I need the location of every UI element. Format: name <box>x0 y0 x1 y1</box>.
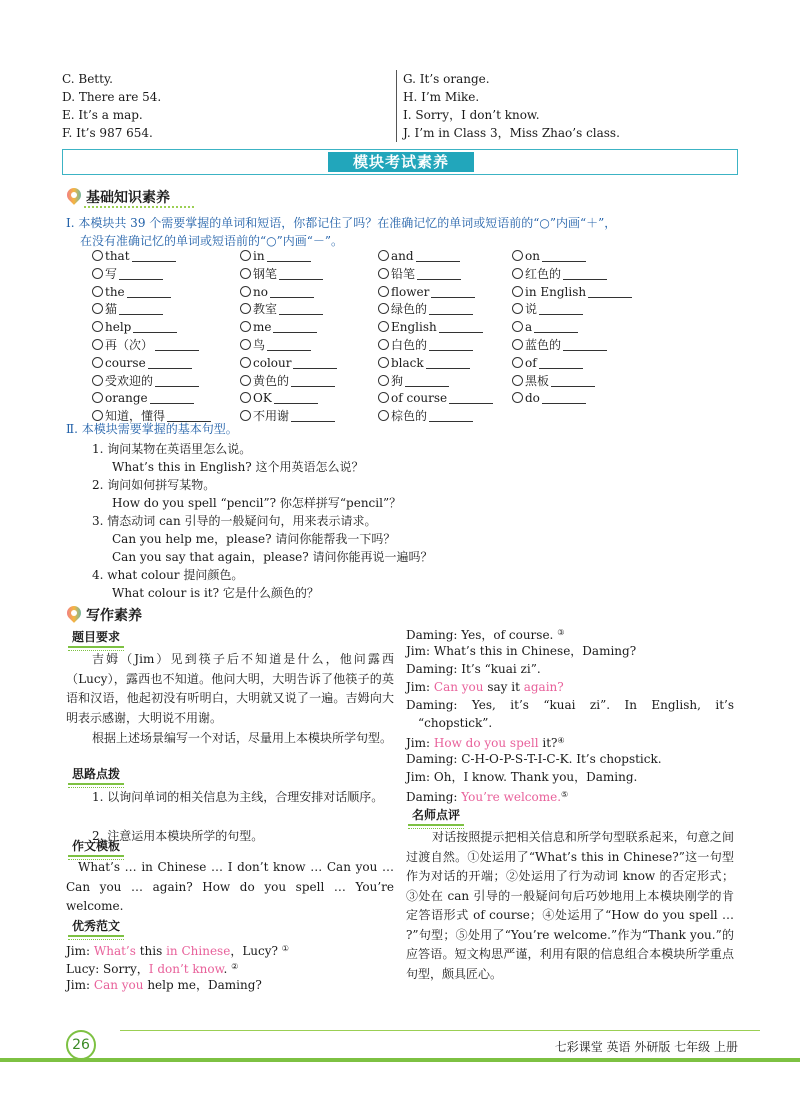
option-j: J. I’m in Class 3，Miss Zhao’s class. <box>403 126 620 140</box>
footer-divider <box>120 1030 760 1031</box>
vocab-word: 棕色的 <box>391 409 428 424</box>
vocab-word: 黑板 <box>525 373 550 388</box>
vocab-word: orange <box>105 391 148 406</box>
vocab-word: in English <box>525 284 587 299</box>
circle-checkbox[interactable] <box>378 303 389 314</box>
answer-blank[interactable] <box>417 268 461 280</box>
circle-checkbox[interactable] <box>92 303 103 314</box>
vocab-item <box>512 337 607 354</box>
answer-blank[interactable] <box>588 286 632 298</box>
circle-checkbox[interactable] <box>378 286 389 297</box>
circle-checkbox[interactable] <box>92 250 103 261</box>
vocab-word: 狗 <box>391 373 404 388</box>
question-1-line1: Ⅰ. 本模块共 39 个需要掌握的单词和短语，你都记住了吗？在准确记忆的单词或短语前的“○”内画“＋”， <box>66 216 617 230</box>
answer-blank[interactable] <box>542 250 586 262</box>
template-text: What’s … in Chinese … I don’t know … Can you … Can you … again? How do you spell … You’re welcome. <box>66 860 394 913</box>
vocab-item <box>240 248 311 265</box>
circle-checkbox[interactable] <box>378 410 389 421</box>
vocab-word: on <box>525 249 540 263</box>
vocab-item <box>92 248 176 265</box>
vocab-item <box>512 284 632 301</box>
vocab-word: colour <box>253 355 292 370</box>
circle-checkbox[interactable] <box>240 268 251 279</box>
option-f: F. It’s 987 654. <box>62 126 153 140</box>
vocab-word: OK <box>253 391 272 406</box>
answer-blank[interactable] <box>267 339 311 351</box>
vocab-row <box>92 337 652 355</box>
circle-checkbox[interactable] <box>240 286 251 297</box>
answer-blank[interactable] <box>405 375 449 387</box>
answer-options <box>62 70 742 142</box>
question-1 <box>66 214 746 250</box>
vocab-row <box>92 248 652 266</box>
vocab-item <box>378 373 449 390</box>
vocab-word: course <box>105 355 146 370</box>
vocab-word: the <box>105 284 125 299</box>
vocab-word: do <box>525 391 540 406</box>
requirement-label: 题目要求 <box>68 627 124 648</box>
answer-blank[interactable] <box>291 410 335 422</box>
vocab-item <box>512 301 583 318</box>
circle-checkbox[interactable] <box>240 410 251 421</box>
answer-blank[interactable] <box>119 303 163 315</box>
vocab-word: 钢笔 <box>253 266 278 281</box>
vocab-item <box>92 337 199 354</box>
option-h: H. I’m Mike. <box>403 90 480 104</box>
answer-blank[interactable] <box>429 303 473 315</box>
circle-checkbox[interactable] <box>240 392 251 403</box>
vocab-item <box>92 284 171 301</box>
sentence-1-example: What’s this in English? 这个用英语怎么说？ <box>112 460 364 474</box>
location-pin-icon <box>66 606 82 624</box>
circle-checkbox[interactable] <box>512 392 523 403</box>
sentence-1: 1. 询问某物在英语里怎么说。 <box>92 442 252 456</box>
vocab-item <box>378 301 473 318</box>
vocab-word: 猫 <box>105 302 118 317</box>
basics-title: 基础知识素养 <box>86 190 170 206</box>
option-e: E. It’s a map. <box>62 108 143 122</box>
writing-heading <box>66 605 142 625</box>
circle-checkbox[interactable] <box>378 375 389 386</box>
comment-text: 对话按照提示把相关信息和所学句型联系起来，句意之间过渡自然。①处运用了“What’s this in Chinese?”这一句型作为对话的开端；②处运用了行为动词 know 的否定形式；③处在 can 引导的一般疑问句后巧妙地用上本模块刚学的肯定答语形式 of course；④处运用了“How do you spell … ?”句型；⑤处用了“You’re welcome.”作为“Thank you.”的应答语。短文构思严谨，利用有限的信息组合本模块所学重点句型，颇具匠心。 <box>406 830 734 981</box>
sentence-3: 3. 情态动词 can 引导的一般疑问句，用来表示请求。 <box>92 514 377 528</box>
sentence-4: 4. what colour 提问颜色。 <box>92 568 244 582</box>
question-1-line2: 在没有准确记忆的单词或短语前的“○”内画“－”。 <box>80 234 344 248</box>
option-i: I. Sorry，I don’t know. <box>403 108 540 122</box>
writing-title: 写作素养 <box>86 608 142 624</box>
vocab-row <box>92 284 652 302</box>
options-left <box>62 70 392 142</box>
answer-blank[interactable] <box>127 286 171 298</box>
vocab-item <box>378 390 493 407</box>
vocab-word: of course <box>391 391 448 406</box>
sentence-4-example: What colour is it? 它是什么颜色的？ <box>112 586 319 600</box>
model-label: 优秀范文 <box>68 916 124 937</box>
vocab-item <box>92 266 163 283</box>
circle-checkbox[interactable] <box>92 321 103 332</box>
vocab-item <box>240 266 323 283</box>
dialogue-line-12: Daming: You’re welcome.⑤ <box>406 790 569 804</box>
vocab-item <box>512 355 583 372</box>
vocab-row <box>92 266 652 284</box>
question-2: Ⅱ. 本模块需要掌握的基本句型。 <box>66 422 238 436</box>
answer-blank[interactable] <box>274 392 318 404</box>
vocab-item <box>92 319 177 336</box>
dialogue-line-7: Jim: Can you say it again? <box>406 680 564 694</box>
vocab-row <box>92 301 652 319</box>
vocab-item <box>240 319 317 336</box>
answer-blank[interactable] <box>439 321 483 333</box>
circle-checkbox[interactable] <box>92 268 103 279</box>
circle-checkbox[interactable] <box>512 250 523 261</box>
dialogue-line-9: Jim: How do you spell it?④ <box>406 736 565 750</box>
vocab-word: black <box>391 355 424 370</box>
answer-blank[interactable] <box>293 357 337 369</box>
vocab-item <box>378 319 483 336</box>
vocab-item <box>240 390 318 407</box>
answer-blank[interactable] <box>267 250 311 262</box>
vocab-row <box>92 355 652 373</box>
vocab-word: English <box>391 320 437 335</box>
vocab-word: me <box>253 320 272 335</box>
option-g: G. It’s orange. <box>403 72 490 86</box>
vocab-word: 说 <box>525 302 538 317</box>
vocab-word: a <box>525 320 533 335</box>
answer-blank[interactable] <box>279 303 323 315</box>
vocab-item <box>92 373 199 390</box>
dialogue-line-1: Jim: What’s this in Chinese，Lucy? ① <box>66 944 289 958</box>
answer-blank[interactable] <box>155 375 199 387</box>
vocab-item <box>240 337 311 354</box>
vocab-item <box>240 301 323 318</box>
options-divider <box>396 70 397 142</box>
vocab-item <box>512 373 595 390</box>
vocab-item <box>378 248 460 265</box>
circle-checkbox[interactable] <box>512 375 523 386</box>
heading-underline <box>84 204 194 208</box>
vocab-item <box>378 266 461 283</box>
sentence-3-example-1: Can you help me，please? 请问你能帮我一下吗？ <box>112 532 396 546</box>
circle-checkbox[interactable] <box>92 375 103 386</box>
circle-checkbox[interactable] <box>92 357 103 368</box>
circle-checkbox[interactable] <box>378 321 389 332</box>
circle-checkbox[interactable] <box>240 339 251 350</box>
vocab-item <box>240 373 335 390</box>
dialogue-line-5: Jim: What’s this in Chinese，Daming? <box>406 644 637 658</box>
page-number: 26 <box>66 1030 96 1060</box>
answer-blank[interactable] <box>429 410 473 422</box>
circle-checkbox[interactable] <box>378 268 389 279</box>
circle-checkbox[interactable] <box>240 250 251 261</box>
vocab-word: in <box>253 249 265 263</box>
dialogue-line-8b: “chopstick”. <box>418 716 493 730</box>
vocab-word: 白色的 <box>391 337 428 352</box>
requirement-text: 吉姆（Jim）见到筷子后不知道是什么，他问露西（Lucy），露西也不知道。他问大明，大明告诉了他筷子的英语和汉语，他起初没有听明白，大明就又说了一遍。吉姆向大明表示感谢，大明说不用谢。 <box>66 652 394 725</box>
template-label: 作文模板 <box>68 836 124 857</box>
vocab-item <box>512 266 607 283</box>
answer-blank[interactable] <box>416 250 460 262</box>
dialogue-line-8: Daming: Yes, it’s “kuai zi”. In English, it’s <box>406 698 734 712</box>
vocab-word: 铅笔 <box>391 266 416 281</box>
idea-2: 2. 注意运用本模块所学的句型。 <box>92 829 264 843</box>
vocab-word: 鸟 <box>253 337 266 352</box>
answer-blank[interactable] <box>270 286 314 298</box>
vocab-item <box>512 390 586 407</box>
answer-blank[interactable] <box>133 321 177 333</box>
vocab-item <box>378 284 475 301</box>
dialogue-line-3: Jim: Can you help me，Daming? <box>66 978 262 992</box>
idea-1: 1. 以询问单词的相关信息为主线，合理安排对话顺序。 <box>92 790 384 804</box>
footer-bar <box>0 1058 800 1062</box>
vocab-item <box>512 248 586 265</box>
dialogue-line-2: Lucy: Sorry，I don’t know. ② <box>66 962 239 976</box>
footer-title: 七彩课堂 英语 外研版 七年级 上册 <box>554 1040 738 1054</box>
circle-checkbox[interactable] <box>240 321 251 332</box>
ideas-label: 思路点拨 <box>68 764 124 785</box>
vocab-item <box>512 319 578 336</box>
answer-blank[interactable] <box>132 250 176 262</box>
vocab-row <box>92 319 652 337</box>
circle-checkbox[interactable] <box>240 357 251 368</box>
circle-checkbox[interactable] <box>512 339 523 350</box>
vocab-word: 绿色的 <box>391 302 428 317</box>
circle-checkbox[interactable] <box>378 392 389 403</box>
sentence-2-example: How do you spell “pencil”? 你怎样拼写“pencil”？ <box>112 496 402 510</box>
vocab-item <box>92 355 192 372</box>
answer-blank[interactable] <box>542 392 586 404</box>
answer-blank[interactable] <box>431 286 475 298</box>
answer-blank[interactable] <box>429 339 473 351</box>
vocab-word: of <box>525 355 537 370</box>
circle-checkbox[interactable] <box>512 357 523 368</box>
vocab-item <box>240 408 335 425</box>
vocab-word: that <box>105 249 130 263</box>
circle-checkbox[interactable] <box>378 357 389 368</box>
vocab-word: 再（次） <box>105 337 154 352</box>
location-pin-icon <box>66 188 82 206</box>
answer-blank[interactable] <box>563 339 607 351</box>
circle-checkbox[interactable] <box>512 321 523 332</box>
module-banner-title: 模块考试素养 <box>328 152 474 172</box>
vocab-word: 教室 <box>253 302 278 317</box>
answer-blank[interactable] <box>449 392 493 404</box>
dialogue-line-11: Jim: Oh，I know. Thank you，Daming. <box>406 770 638 784</box>
circle-checkbox[interactable] <box>92 392 103 403</box>
vocab-item <box>378 337 473 354</box>
vocab-row <box>92 373 652 391</box>
answer-blank[interactable] <box>534 321 578 333</box>
vocab-word: help <box>105 320 132 335</box>
circle-checkbox[interactable] <box>92 286 103 297</box>
circle-checkbox[interactable] <box>92 339 103 350</box>
answer-blank[interactable] <box>563 268 607 280</box>
vocab-item <box>378 355 470 372</box>
circle-checkbox[interactable] <box>512 303 523 314</box>
circle-checkbox[interactable] <box>378 250 389 261</box>
vocab-grid <box>92 248 652 426</box>
vocab-word: no <box>253 284 268 299</box>
comment-label: 名师点评 <box>408 805 464 826</box>
vocab-word: 红色的 <box>525 266 562 281</box>
dialogue-line-4: Daming: Yes，of course. ③ <box>406 628 565 642</box>
sentence-2: 2. 询问如何拼写某物。 <box>92 478 216 492</box>
answer-blank[interactable] <box>273 321 317 333</box>
answer-blank[interactable] <box>155 339 199 351</box>
vocab-word: and <box>391 249 414 263</box>
answer-blank[interactable] <box>119 268 163 280</box>
dialogue-line-10: Daming: C-H-O-P-S-T-I-C-K. It’s chopstick. <box>406 752 662 766</box>
vocab-item <box>92 390 194 407</box>
vocab-row <box>92 390 652 408</box>
vocab-word: 写 <box>105 266 118 281</box>
options-right <box>403 70 733 142</box>
circle-checkbox[interactable] <box>378 339 389 350</box>
vocab-item <box>378 408 473 425</box>
answer-blank[interactable] <box>539 357 583 369</box>
vocab-word: 受欢迎的 <box>105 373 154 388</box>
vocab-word: 黄色的 <box>253 373 290 388</box>
circle-checkbox[interactable] <box>512 286 523 297</box>
option-c: C. Betty. <box>62 72 113 86</box>
vocab-word: 知道，懂得 <box>105 409 166 424</box>
answer-blank[interactable] <box>291 375 335 387</box>
dialogue-line-6: Daming: It’s “kuai zi”. <box>406 662 541 676</box>
vocab-item <box>240 355 337 372</box>
answer-blank[interactable] <box>539 303 583 315</box>
circle-checkbox[interactable] <box>240 375 251 386</box>
answer-blank[interactable] <box>551 375 595 387</box>
vocab-item <box>240 284 314 301</box>
vocab-word: 不用谢 <box>253 409 290 424</box>
answer-blank[interactable] <box>279 268 323 280</box>
sentence-3-example-2: Can you say that again，please? 请问你能再说一遍吗？ <box>112 550 433 564</box>
answer-blank[interactable] <box>426 357 470 369</box>
circle-checkbox[interactable] <box>512 268 523 279</box>
vocab-word: 蓝色的 <box>525 337 562 352</box>
requirement-text-2: 根据上述场景编写一个对话，尽量用上本模块所学句型。 <box>92 731 393 745</box>
vocab-item <box>92 301 163 318</box>
module-banner <box>62 149 738 175</box>
answer-blank[interactable] <box>148 357 192 369</box>
answer-blank[interactable] <box>150 392 194 404</box>
circle-checkbox[interactable] <box>240 303 251 314</box>
vocab-word: flower <box>391 284 430 299</box>
option-d: D. There are 54. <box>62 90 162 104</box>
